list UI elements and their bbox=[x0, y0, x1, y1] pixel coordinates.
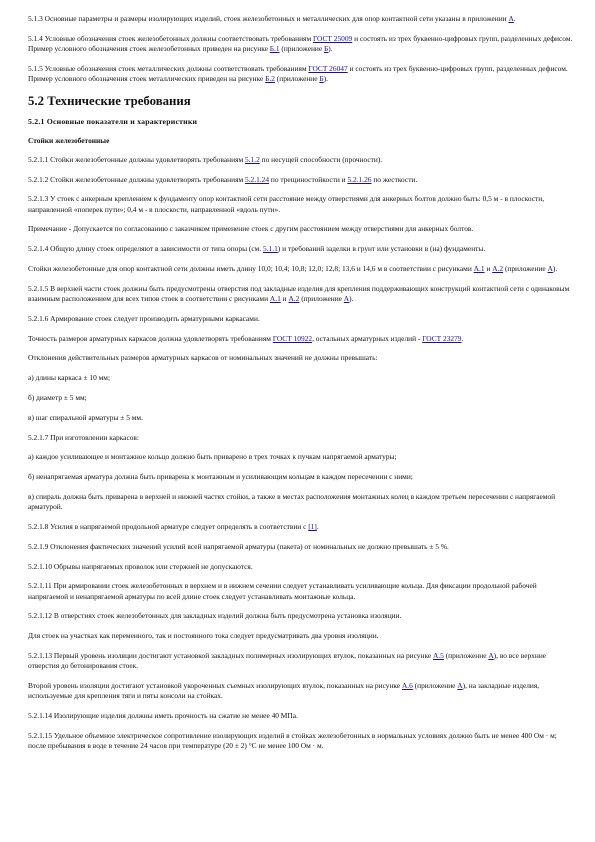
subheading-stoyki: Стойки железобетонные bbox=[28, 135, 110, 145]
link-appendix-a[interactable]: А bbox=[457, 680, 463, 690]
paragraph-5-2-1-12: 5.2.1.12 В отверстиях стоек железобетонных для закладных изделий должна быть предусмотрена установка изоляции. bbox=[28, 611, 402, 621]
paragraph-5-2-1-2: 5.2.1.2 Стойки железобетонные должны удовлетворять требованиям 5.2.1.24 по трещиностойкости и 5.2.1.26 по жесткости. bbox=[28, 174, 418, 184]
link-appendix-a[interactable]: А bbox=[508, 14, 514, 23]
paragraph-5-2-1-7: 5.2.1.7 При изготовлении каркасов: bbox=[28, 432, 139, 442]
link-figure-a2[interactable]: А.2 bbox=[288, 293, 300, 303]
link-gost-10922[interactable]: ГОСТ 10922 bbox=[272, 333, 313, 343]
paragraph-5-2-1-15: 5.2.1.15 Удельное объемное электрическое сопротивление изолирующих изделий в стойках железобетонных в нормальных условиях должно быть не менее 400 Ом · м; после пребывания в воде в течение 24 часов при температуре (20 ± 2) °С не менее 100 Ом · м. bbox=[28, 730, 557, 750]
link-figure-b1[interactable]: Б.1 bbox=[269, 44, 280, 53]
section-heading-5-2: 5.2 Технические требования bbox=[28, 93, 191, 108]
paragraph-5-2-1-3: 5.2.1.3 У стоек с анкерным креплением к фундаменту опор контактной сети расстояние между отверстиями для анкерных болтов должно быть: 0,5 м - в плоскости, направленной «поперек пути»; 0,4 м - в плоскости, направленной «вдоль пути». bbox=[28, 194, 545, 214]
paragraph-accuracy: Точность размеров арматурных каркасов должна удовлетворять требованиям ГОСТ 10922, остальных арматурных изделий - ГОСТ 23279. bbox=[28, 333, 464, 343]
link-figure-a5[interactable]: А.5 bbox=[432, 650, 444, 660]
list-item-5-2-1-7-b: б) ненапрягаемая арматура должна быть приварена к монтажным и усиливающим кольцам в каждом пересечении с ними; bbox=[28, 472, 413, 482]
paragraph-5-2-1-10: 5.2.1.10 Обрывы напрягаемых проволок или стержней не допускаются. bbox=[28, 561, 253, 571]
paragraph-deviations: Отклонения действительных размеров арматурных каркасов от номинальных значений не должны превышать: bbox=[28, 353, 378, 363]
list-item-5-2-1-7-c: в) спираль должна быть приварена в верхней и нижней частях стойки, а также в местах расположения монтажных колец в каждом третьем пересечении с напрягаемой арматурой. bbox=[28, 491, 556, 512]
subsection-heading-5-2-1: 5.2.1 Основные показатели и характеристики bbox=[28, 116, 198, 126]
link-figure-a6[interactable]: А.6 bbox=[401, 680, 413, 690]
paragraph-5-1-4: 5.1.4 Условные обозначения стоек железобетонных должны соответствовать требованиям ГОСТ 25009 и состоять из трех буквенно-цифровых групп, разделенных дефисом. Пример условного обозначения стоек железобетонных приведен на рисунке Б.1 (приложение Б). bbox=[28, 33, 573, 53]
list-item-5-2-1-7-a: а) каждое усиливающее и монтажное кольцо должно быть приварено в трех точках к пучкам напрягаемой арматуры; bbox=[28, 452, 397, 462]
link-appendix-a[interactable]: А bbox=[488, 650, 494, 660]
list-item-a: а) длины каркаса ± 10 мм; bbox=[28, 373, 111, 383]
list-item-b: б) диаметр ± 5 мм; bbox=[28, 392, 87, 402]
link-5-1-1[interactable]: 5.1.1 bbox=[263, 244, 278, 254]
link-appendix-b[interactable]: Б bbox=[319, 74, 324, 83]
link-figure-a2[interactable]: А.2 bbox=[492, 263, 504, 273]
paragraph-lengths: Стойки железобетонные для опор контактной сети должны иметь длину 10,0; 10,4; 10,8; 12,0; 12,8; 13,6 и 14,6 м в соответствии с рисунками А.1 и А.2 (приложение А). bbox=[28, 263, 558, 273]
link-figure-a1[interactable]: А.1 bbox=[473, 263, 485, 273]
link-appendix-a[interactable]: А bbox=[343, 293, 350, 303]
link-gost-26047[interactable]: ГОСТ 26047 bbox=[308, 63, 348, 73]
paragraph-5-2-1-9: 5.2.1.9 Отклонения фактических значений усилий всей напрягаемой арматуры (пакета) от номинальных не должно превышать ± 5 %. bbox=[28, 541, 449, 551]
paragraph-5-2-1-13: 5.2.1.13 Первый уровень изоляции достигают установкой закладных полимерных изолирующих втулок, показанных на рисунке А.5 (приложение А), во все верхние отверстия до бетонирования стоек. bbox=[28, 650, 547, 671]
paragraph-second-level: Второй уровень изоляции достигают установкой укороченных съемных изолирующих втулок, показанных на рисунке А.6 (приложение А), на закладные изделия, используемые для крепления тяги и пяты консоли на стойках. bbox=[28, 680, 540, 701]
link-appendix-b[interactable]: Б bbox=[324, 44, 329, 53]
link-figure-b2[interactable]: Б.2 bbox=[265, 74, 275, 83]
paragraph-5-2-1-14: 5.2.1.14 Изолирующие изделия должны иметь прочность на сжатие не менее 40 МПа. bbox=[28, 710, 298, 720]
link-5-1-2[interactable]: 5.1.2 bbox=[245, 154, 260, 164]
paragraph-5-2-1-11: 5.2.1.11 При армировании стоек железобетонных в верхнем и в нижнем сечении следует устанавливать усиливающие кольца. Для фиксации продольной рабочей напрягаемой и ненапрягаемой арматуры по всей длине стоек следует устанавливать монтажные кольца. bbox=[28, 581, 537, 601]
paragraph-5-2-1-1: 5.2.1.1 Стойки железобетонные должны удовлетворять требованиям 5.1.2 по несущей способности (прочности). bbox=[28, 154, 383, 164]
link-5-2-1-26[interactable]: 5.2.1.26 bbox=[347, 174, 372, 184]
paragraph-5-2-1-8: 5.2.1.8 Усилия в напрягаемой продольной арматуре следует определять в соответствии с [1]. bbox=[28, 521, 319, 531]
paragraph-5-1-5: 5.1.5 Условные обозначения стоек металлических должны соответствовать требованиям ГОСТ 26047 и состоять из трех буквенно-цифровых групп, разделенных дефисом. Пример условного обозначения стоек металлических приведен на рисунке Б.2 (приложение Б). bbox=[28, 63, 568, 83]
link-gost-25009[interactable]: ГОСТ 25009 bbox=[312, 33, 353, 43]
link-appendix-a[interactable]: А bbox=[547, 263, 553, 273]
paragraph-5-1-3: 5.1.3 Основные параметры и размеры изолирующих изделий, стоек железобетонных и металлических для опор контактной сети указаны в приложении А. bbox=[28, 14, 516, 23]
paragraph-insulation-levels: Для стоек на участках как переменного, так и постоянного тока следует предусматривать два уровня изоляции. bbox=[28, 631, 379, 641]
list-item-c: в) шаг спиральной арматуры ± 5 мм. bbox=[28, 412, 143, 422]
paragraph-note: Примечание - Допускается по согласованию с заказчиком применение стоек с другим расстоянием между отверстиями для анкерных болтов. bbox=[28, 224, 474, 234]
paragraph-5-2-1-6: 5.2.1.6 Армирование стоек следует производить арматурными каркасами. bbox=[28, 313, 260, 323]
paragraph-5-2-1-4: 5.2.1.4 Общую длину стоек определяют в зависимости от типа опоры (см. 5.1.1) и требований заделки в грунт или установки в (на) фундаменты. bbox=[28, 244, 486, 254]
link-gost-23279[interactable]: ГОСТ 23279 bbox=[422, 333, 462, 343]
link-5-2-1-24[interactable]: 5.2.1.24 bbox=[245, 174, 270, 184]
link-figure-a1[interactable]: А.1 bbox=[269, 293, 281, 303]
paragraph-5-2-1-5: 5.2.1.5 В верхней части стоек должны быть предусмотрены отверстия под закладные изделия для крепления поддерживающих конструкций контактной сети с одинаковым взаимным расположением для всех типов стоек в соответствии с рисунками А.1 и А.2 (приложение А). bbox=[28, 283, 570, 303]
link-reference-1[interactable]: [1] bbox=[308, 521, 317, 531]
